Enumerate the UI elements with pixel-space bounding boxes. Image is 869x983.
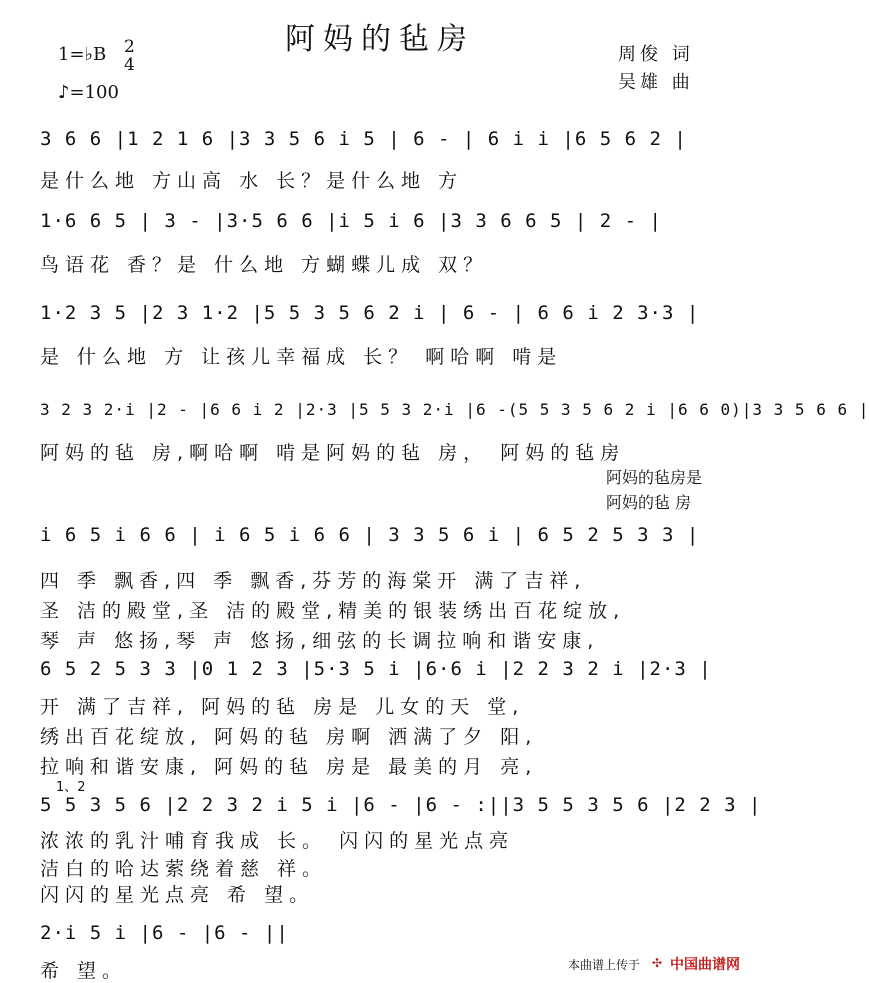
notation-line-3: 1·2 3 5 |2 3 1·2 |5 5 3 5 6 2 i | 6 - | 6 6 i 2 3·3 | bbox=[40, 302, 700, 324]
notation-line-4: 3 2 3 2·i |2 - |6 6 i 2 |2·3 |5 5 3 2·i |6 -(5 5 3 5 6 2 i |6 6 0)|3 3 5 6 6 | bbox=[40, 400, 869, 419]
lyric-line-4-alt-3: 阿妈的毡 房 bbox=[606, 493, 692, 512]
lyric-line-7-verse-2: 洁白的哈达萦绕着慈 祥。 bbox=[40, 858, 328, 880]
lyric-line-3: 是 什么地 方 让孩儿幸福成 长？ 啊哈啊 啃是 bbox=[40, 346, 563, 368]
notation-line-1: 3 6 6 |1 2 1 6 |3 3 5 6 i 5 | 6 - | 6 i i |6 5 6 2 | bbox=[40, 128, 687, 150]
time-signature-bottom: 4 bbox=[124, 55, 135, 75]
notation-line-8: 2·i 5 i |6 - |6 - || bbox=[40, 922, 289, 944]
lyric-line-5-verse-3: 琴 声 悠扬,琴 声 悠扬,细弦的长调拉响和谐安康, bbox=[40, 630, 600, 652]
lyric-line-4-alt-2: 阿妈的毡房是 bbox=[606, 468, 703, 487]
footer-upload-text: 本曲谱上传于 bbox=[568, 958, 641, 972]
lyric-line-6-verse-1: 开 满了吉祥, 阿妈的毡 房是 儿女的天 堂, bbox=[40, 696, 525, 718]
composer-credit: 吴雄 曲 bbox=[618, 72, 694, 93]
lyric-line-8: 希 望。 bbox=[40, 960, 128, 982]
song-title: 阿妈的毡房 bbox=[285, 22, 475, 57]
notation-line-2: 1·6 6 5 | 3 - |3·5 6 6 |i 5 i 6 |3 3 6 6 5 | 2 - | bbox=[40, 210, 662, 232]
tempo-marking: ♪=100 bbox=[58, 82, 119, 103]
lyric-line-2: 鸟语花 香？是 什么地 方蝴蝶儿成 双？ bbox=[40, 254, 489, 276]
lyric-line-5-verse-2: 圣 洁的殿堂,圣 洁的殿堂,精美的银装绣出百花绽放, bbox=[40, 600, 626, 622]
time-signature-top: 2 bbox=[124, 37, 135, 57]
key-signature: 1=♭B bbox=[58, 44, 107, 65]
time-signature bbox=[124, 38, 135, 74]
lyric-line-7-verse-1: 浓浓的乳汁哺育我成 长。 闪闪的星光点亮 bbox=[40, 830, 515, 852]
lyric-line-6-verse-3: 拉响和谐安康, 阿妈的毡 房是 最美的月 亮, bbox=[40, 756, 538, 778]
lyric-line-1: 是什么地 方山高 水 长？是什么地 方 bbox=[40, 170, 464, 192]
lyric-line-4: 阿妈的毡 房,啊哈啊 啃是阿妈的毡 房， 阿妈的毡房 bbox=[40, 442, 626, 464]
site-logo-icon: ✣ bbox=[652, 956, 663, 970]
site-name-link[interactable]: 中国曲谱网 bbox=[670, 957, 740, 973]
ending-bracket-label: 1、2 bbox=[56, 780, 86, 795]
lyric-line-6-verse-2: 绣出百花绽放, 阿妈的毡 房啊 洒满了夕 阳, bbox=[40, 726, 538, 748]
notation-line-5: i 6 5 i 6 6 | i 6 5 i 6 6 | 3 3 5 6 i | 6 5 2 5 3 3 | bbox=[40, 524, 700, 546]
notation-line-6: 6 5 2 5 3 3 |0 1 2 3 |5·3 5 i |6·6 i |2 2 3 2 i |2·3 | bbox=[40, 658, 712, 680]
lyricist-credit: 周俊 词 bbox=[618, 44, 694, 65]
lyric-line-7-verse-3: 闪闪的星光点亮 希 望。 bbox=[40, 884, 315, 906]
notation-line-7: 5 5 3 5 6 |2 2 3 2 i 5 i |6 - |6 - :||3 5 5 3 5 6 |2 2 3 | bbox=[40, 794, 762, 816]
lyric-line-5-verse-1: 四 季 飘香,四 季 飘香,芬芳的海棠开 满了吉祥, bbox=[40, 570, 587, 592]
